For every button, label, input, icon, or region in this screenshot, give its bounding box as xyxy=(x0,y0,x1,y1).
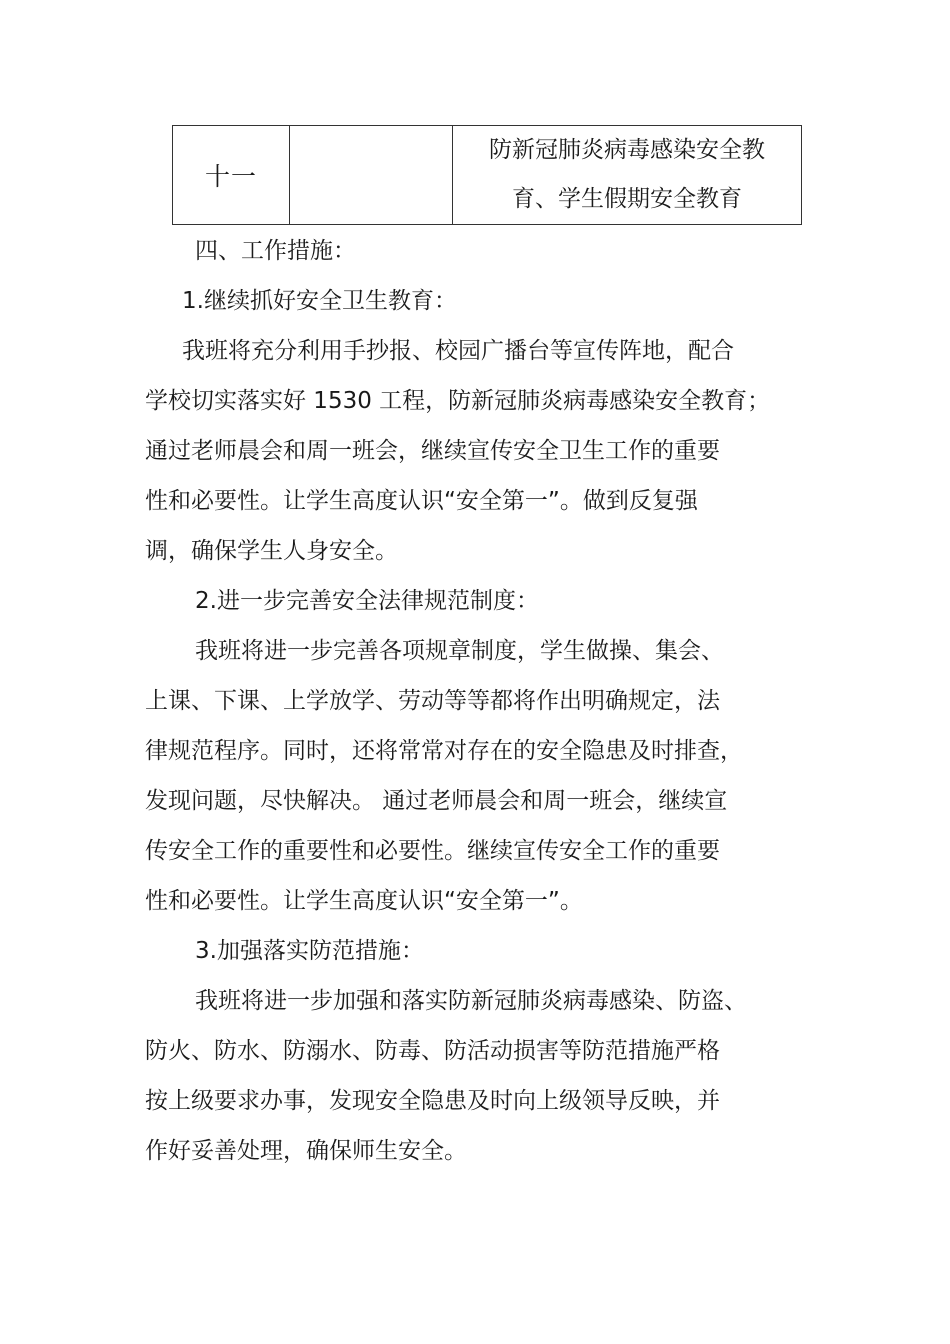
paragraph-line: 我班将进一步加强和落实防新冠肺炎病毒感染、防盗、 xyxy=(195,988,747,1014)
topic-line: 育、学生假期安全教育 xyxy=(512,186,742,212)
paragraph-line: 通过老师晨会和周一班会，继续宣传安全卫生工作的重要 xyxy=(145,438,720,464)
paragraph-line: 调，确保学生人身安全。 xyxy=(145,538,398,564)
topic-cell xyxy=(453,126,802,225)
item-heading: 3.加强落实防范措施： xyxy=(195,938,424,964)
topic-line: 防新冠肺炎病毒感染安全教 xyxy=(489,137,765,163)
table-row xyxy=(173,126,802,225)
paragraph-line: 按上级要求办事，发现安全隐患及时向上级领导反映，并 xyxy=(145,1088,720,1114)
paragraph-line: 防火、防水、防溺水、防毒、防活动损害等防范措施严格 xyxy=(145,1038,720,1064)
paragraph-line: 发现问题，尽快解决。 通过老师晨会和周一班会，继续宣 xyxy=(145,788,728,814)
paragraph-line: 上课、下课、上学放学、劳动等等都将作出明确规定，法 xyxy=(145,688,720,714)
paragraph-line: 传安全工作的重要性和必要性。继续宣传安全工作的重要 xyxy=(145,838,720,864)
paragraph-line: 我班将充分利用手抄报、校园广播台等宣传阵地，配合 xyxy=(182,338,734,364)
paragraph-line: 学校切实落实好 1530 工程，防新冠肺炎病毒感染安全教育； xyxy=(145,388,771,414)
schedule-table xyxy=(172,125,802,225)
section-heading: 四、工作措施： xyxy=(195,238,356,264)
paragraph-line: 性和必要性。让学生高度认识“安全第一”。 xyxy=(145,888,583,914)
paragraph-line: 我班将进一步完善各项规章制度，学生做操、集会、 xyxy=(195,638,724,664)
item-heading: 1.继续抓好安全卫生教育： xyxy=(182,288,457,314)
paragraph-line: 作好妥善处理，确保师生安全。 xyxy=(145,1138,467,1164)
paragraph-line: 性和必要性。让学生高度认识“安全第一”。做到反复强 xyxy=(145,488,698,514)
item-heading: 2.进一步完善安全法律规范制度： xyxy=(195,588,539,614)
empty-cell xyxy=(290,126,453,225)
paragraph-line: 律规范程序。同时，还将常常对存在的安全隐患及时排查， xyxy=(145,738,743,764)
row-number-cell: 十一 xyxy=(173,126,290,225)
